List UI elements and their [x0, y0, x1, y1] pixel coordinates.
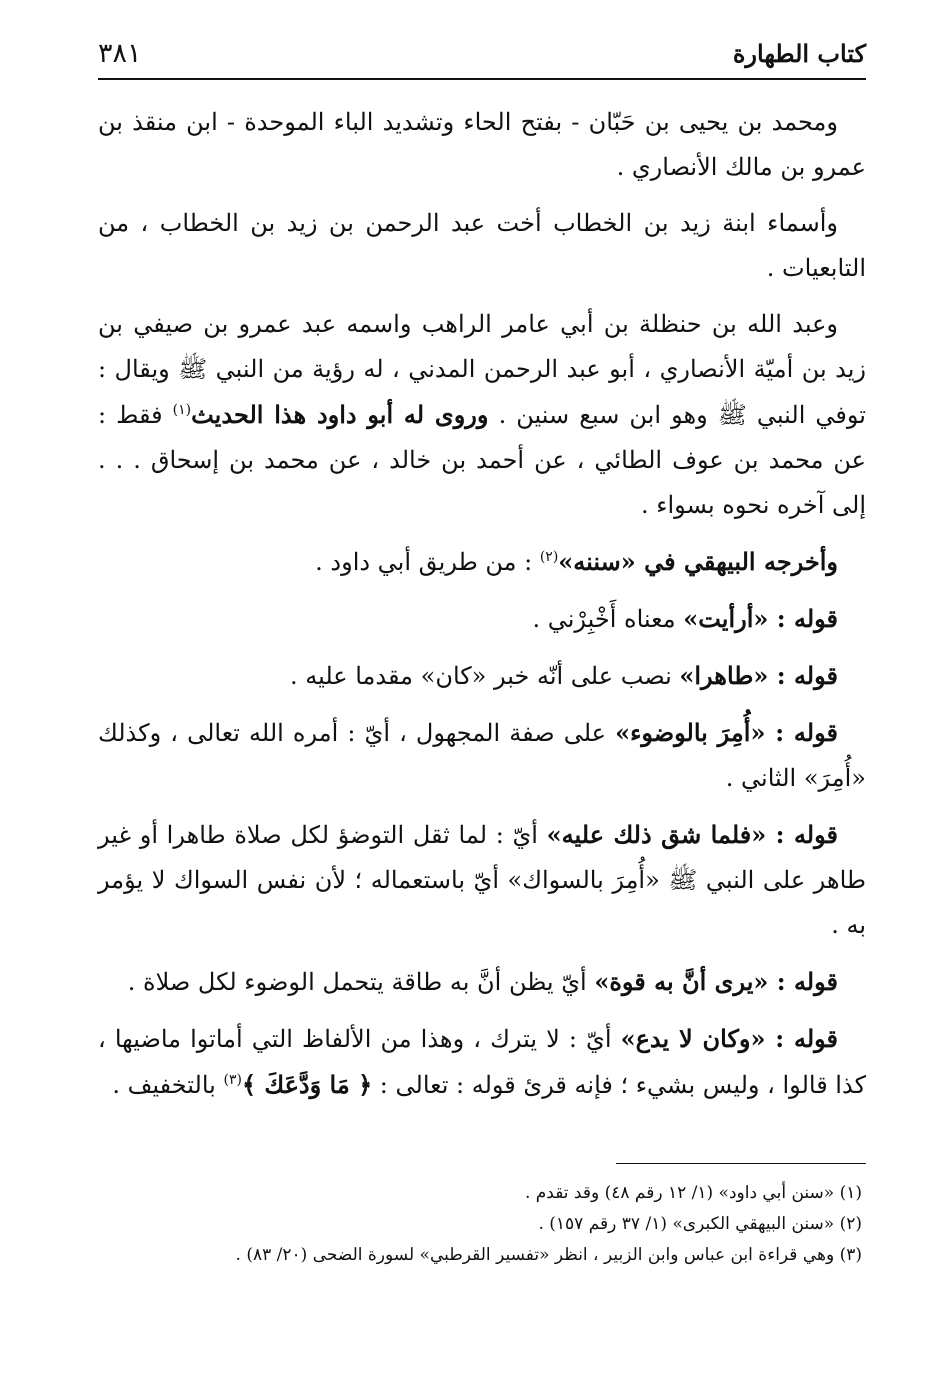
footnote-divider — [616, 1163, 866, 1164]
paragraph-3-text-c: فقط : عن محمد بن عوف الطائي ، عن أحمد بن خالد ، عن محمد بن إسحاق . . . إلى آخره نحوه بسواء . — [98, 401, 866, 519]
paragraph-3-bold: وروى له أبو داود هذا الحديث — [191, 400, 489, 429]
footnote-3: (٣) وهي قراءة ابن عباس وابن الزبير ، انظر «تفسير القرطبي» لسورة الضحى (٢٠/ ٨٣) . — [235, 1245, 862, 1265]
footnote-2: (٢) «سنن البيهقي الكبرى» (١/ ٣٧ رقم ١٥٧) . — [538, 1214, 862, 1234]
paragraph-10-text-c: بالتخفيف . — [112, 1071, 216, 1099]
paragraph-3-text-a: وعبد الله بن حنظلة بن أبي عامر الراهب واسمه عبد عمرو بن صيفي بن زيد بن أميّة الأنصاري ، أبو عبد الرحمن المدني ، له رؤية من النبي ﷺ ويقال : توفي النبي ﷺ وهو ابن سبع سنين . — [98, 310, 866, 429]
paragraph-4 — [98, 539, 866, 585]
footnotes — [98, 1178, 866, 1271]
paragraph-6 — [98, 653, 866, 699]
paragraph-3 — [98, 302, 866, 528]
paragraph-5-bold: قوله : «أرأيت» — [683, 604, 838, 633]
paragraph-8-bold: قوله : «فلما شق ذلك عليه» — [546, 820, 838, 849]
paragraph-10 — [98, 1016, 866, 1108]
footnote-ref-3[interactable]: (٣) — [223, 1072, 242, 1088]
page-header — [98, 28, 866, 80]
paragraph-7-bold: قوله : «أُمِرَ بالوضوء» — [615, 718, 838, 747]
quran-quote: ﴿ مَا وَدَّعَكَ ﴾ — [241, 1070, 373, 1099]
footnote-ref-1[interactable]: (١) — [172, 402, 192, 418]
chapter-title: كتاب الطهارة — [732, 38, 866, 68]
paragraph-9-bold: قوله : «يرى أنَّ به قوة» — [594, 967, 838, 996]
footnote-ref-2[interactable]: (٢) — [539, 549, 559, 565]
paragraph-8-text: أيّ : لما ثقل التوضؤ لكل صلاة طاهرا أو غير طاهر على النبي ﷺ «أُمِرَ بالسواك» أيّ باستعماله ؛ لأن نفس السواك لا يؤمر به . — [98, 821, 866, 939]
paragraph-9 — [98, 959, 866, 1005]
paragraph-8 — [98, 812, 866, 948]
footnote-1: (١) «سنن أبي داود» (١/ ١٢ رقم ٤٨) وقد تقدم . — [524, 1183, 862, 1203]
paragraph-10-text: أيّ : لا يترك ، وهذا من الألفاظ التي أماتوا ماضيها ، كذا قالوا ، وليس بشيء ؛ فإنه قرئ قوله : تعالى : — [98, 1025, 866, 1099]
paragraph-4-text: : من طريق أبي داود . — [315, 548, 533, 576]
paragraph-5-text: معناه أَخْبِرْني . — [532, 605, 676, 633]
paragraph-5 — [98, 596, 866, 642]
paragraph-4-bold: وأخرجه البيهقي في «سننه» — [558, 547, 838, 576]
paragraph-7-text: على صفة المجهول ، أيّ : أمره الله تعالى ، وكذلك «أُمِرَ» الثاني . — [98, 719, 866, 792]
paragraph-6-bold: قوله : «طاهرا» — [679, 661, 838, 690]
main-text — [98, 100, 866, 1119]
paragraph-6-text: نصب على أنّه خبر «كان» مقدما عليه . — [289, 662, 672, 690]
paragraph-1: ومحمد بن يحيى بن حَبّان - بفتح الحاء وتشديد الباء الموحدة - ابن منقذ بن عمرو بن مالك الأنصاري . — [98, 108, 866, 181]
paragraph-9-text: أيّ يظن أنَّ به طاقة يتحمل الوضوء لكل صلاة . — [127, 968, 587, 996]
page-number: ٣٨١ — [98, 37, 142, 69]
paragraph-7 — [98, 710, 866, 801]
paragraph-2: وأسماء ابنة زيد بن الخطاب أخت عبد الرحمن بن زيد بن الخطاب ، من التابعيات . — [98, 209, 866, 282]
paragraph-10-bold: قوله : «وكان لا يدع» — [620, 1024, 838, 1053]
